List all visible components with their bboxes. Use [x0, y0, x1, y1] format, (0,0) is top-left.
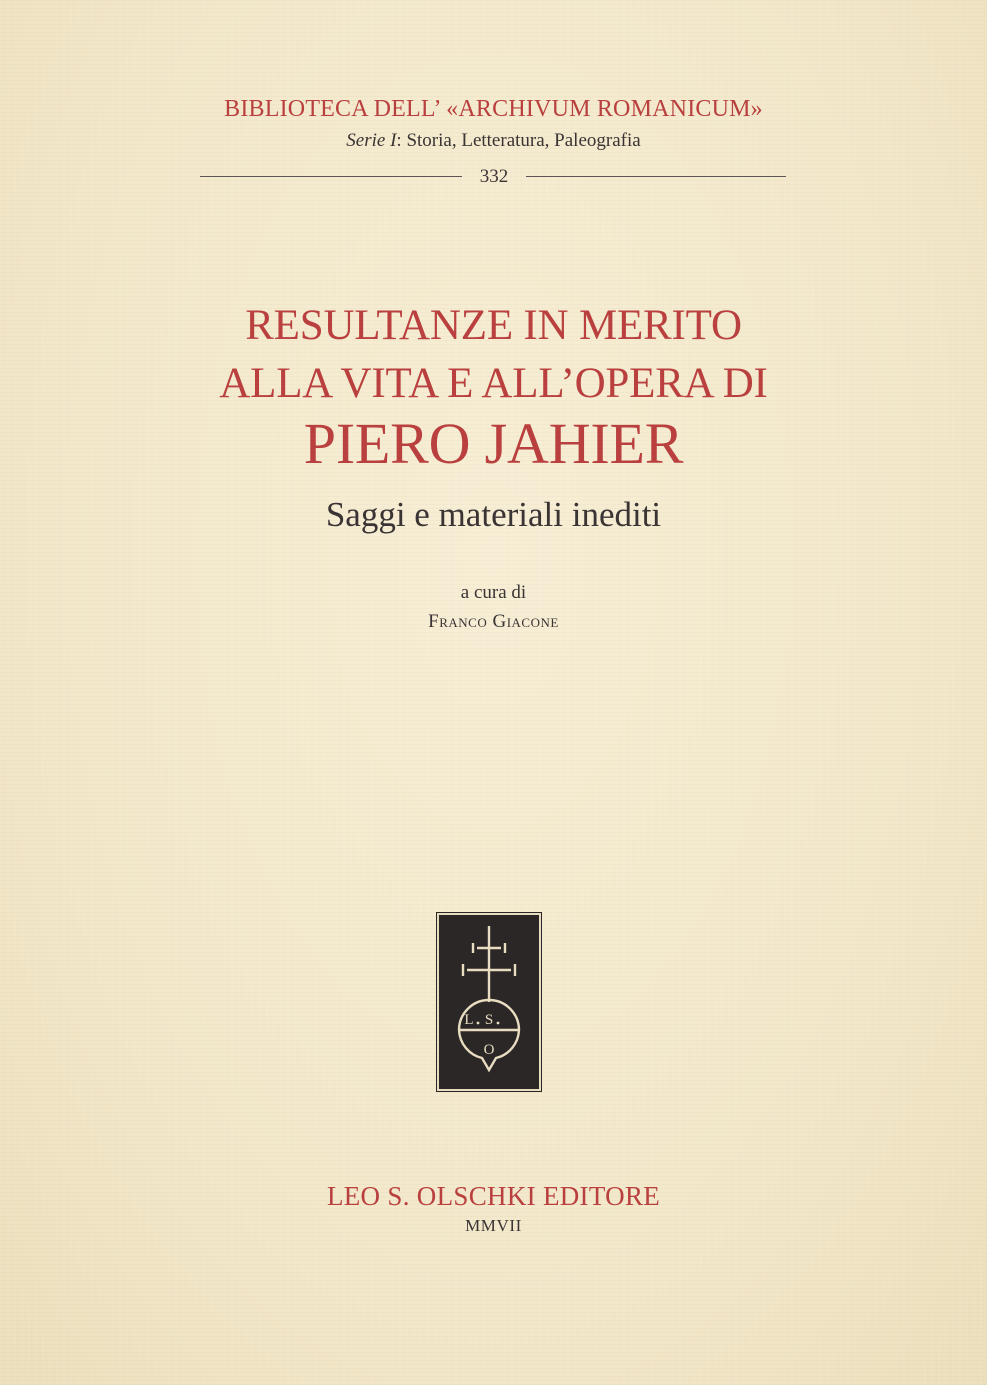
publication-year: MMVII — [465, 1216, 522, 1235]
logo-letter-o: O — [483, 1042, 495, 1058]
curated-by-label: a cura di — [460, 582, 527, 603]
series-divider-left — [200, 176, 462, 177]
logo-letter-l: L — [464, 1012, 474, 1028]
editor-name: Franco Giacone — [428, 611, 559, 632]
book-title-line-1: RESULTANZE IN MERITO — [245, 302, 742, 349]
publisher-logo-icon — [436, 912, 542, 1092]
publisher-name: LEO S. OLSCHKI EDITORE — [326, 1181, 661, 1211]
logo-letter-s: S — [484, 1012, 494, 1028]
series-title: BIBLIOTECA DELL’ «ARCHIVUM ROMANICUM» — [224, 96, 763, 122]
book-subtitle: Saggi e materiali inediti — [325, 495, 662, 534]
series-subtitle-italic: Serie I — [346, 130, 397, 151]
series-subtitle-rest: : Storia, Letteratura, Paleografia — [396, 130, 641, 151]
series-number: 332 — [479, 166, 509, 187]
book-title-author-name: PIERO JAHIER — [303, 411, 684, 476]
series-subtitle — [0, 130, 987, 152]
series-divider-right — [526, 176, 786, 177]
book-title-line-2: ALLA VITA E ALL’OPERA DI — [219, 360, 768, 407]
